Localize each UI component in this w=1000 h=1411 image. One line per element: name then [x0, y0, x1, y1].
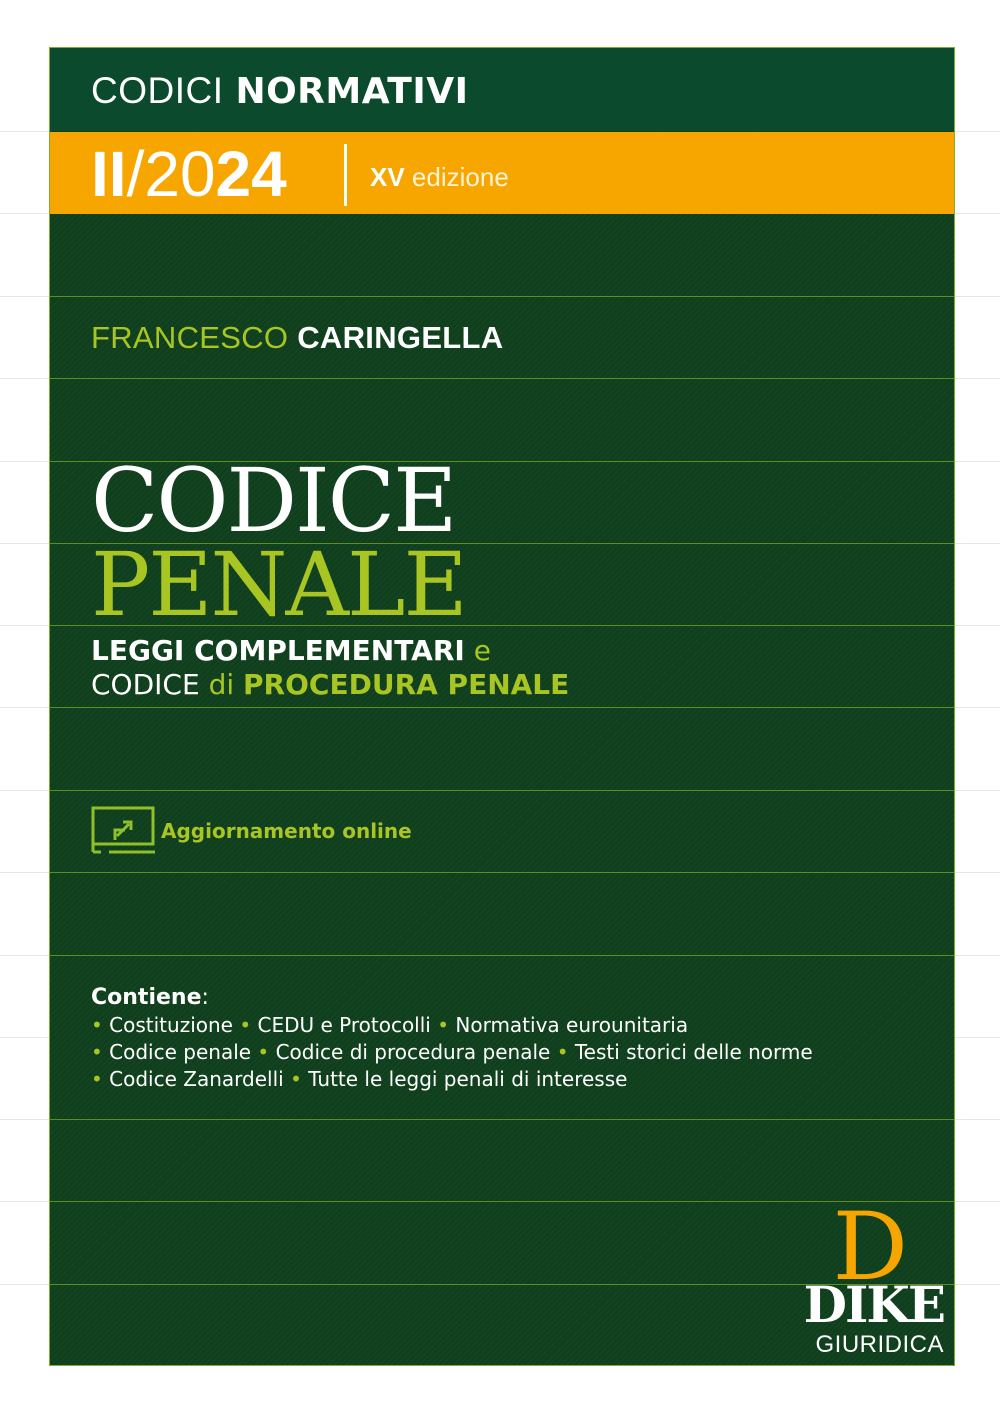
contents-list	[91, 984, 813, 1093]
volume-bar	[50, 132, 954, 214]
publisher-logo	[799, 1193, 944, 1360]
bullet: •	[556, 1040, 569, 1064]
bullet: •	[91, 1040, 103, 1064]
year-light: 20	[144, 138, 216, 210]
volume-number: II	[91, 138, 127, 210]
bullet: •	[290, 1067, 302, 1091]
cover-band-line	[50, 1119, 954, 1120]
contents-item: Codice di procedura penale	[275, 1040, 551, 1064]
contents-item: Testi storici delle norme	[574, 1040, 813, 1064]
contents-item: Normativa eurounitaria	[455, 1013, 689, 1037]
book-cover	[49, 47, 955, 1366]
year-bold: 24	[215, 138, 287, 210]
author-name	[91, 320, 503, 356]
contents-heading-text: Contiene	[91, 985, 202, 1010]
series-header	[50, 48, 954, 131]
subtitle-bold: LEGGI COMPLEMENTARI	[91, 634, 465, 667]
contents-row	[91, 1066, 813, 1093]
bullet: •	[91, 1067, 103, 1091]
title-line-2: PENALE	[91, 533, 466, 636]
subtitle-code: CODICE	[91, 668, 200, 701]
contents-row	[91, 1012, 813, 1039]
series-title	[91, 70, 469, 112]
bullet: •	[239, 1013, 252, 1037]
bullet: •	[437, 1013, 450, 1037]
subtitle-preposition: di	[208, 668, 235, 701]
contents-row	[91, 1039, 813, 1066]
contents-heading	[91, 984, 813, 1012]
subtitle-procedure: PROCEDURA PENALE	[243, 668, 570, 701]
edition-label	[370, 162, 509, 193]
contents-item: Codice Zanardelli	[109, 1067, 284, 1091]
bullet: •	[257, 1040, 270, 1064]
subtitle-connector: e	[473, 634, 491, 667]
cover-band-line	[50, 955, 954, 956]
volume-divider	[344, 144, 347, 206]
subtitle-line-1	[91, 634, 491, 667]
volume-slash: /	[126, 138, 145, 210]
series-title-bold: NORMATIVI	[235, 71, 469, 112]
title-line-1: CODICE	[91, 449, 456, 552]
publisher-name: DIKE	[803, 1275, 944, 1334]
bullet: •	[91, 1013, 103, 1037]
contents-item: Tutte le leggi penali di interesse	[308, 1067, 628, 1091]
cover-band-line	[50, 872, 954, 873]
author-first-name: FRANCESCO	[91, 320, 289, 355]
contents-heading-colon: :	[201, 985, 209, 1010]
author-last-name: CARINGELLA	[297, 320, 504, 355]
cover-band-line	[50, 707, 954, 708]
subtitle-line-2	[91, 668, 569, 701]
edition-text: edizione	[411, 162, 509, 192]
contents-item: CEDU e Protocolli	[257, 1013, 431, 1037]
online-update-icon	[91, 806, 157, 858]
volume-year	[91, 138, 287, 210]
online-update-label: Aggiornamento online	[161, 819, 412, 843]
contents-item: Codice penale	[109, 1040, 252, 1064]
edition-number: XV	[370, 162, 405, 192]
publisher-subname: GIURIDICA	[815, 1331, 944, 1358]
cover-band-line	[50, 790, 954, 791]
cover-band-line	[50, 378, 954, 379]
cover-band-line	[50, 296, 954, 297]
series-title-light: CODICI	[91, 70, 224, 111]
contents-item: Costituzione	[109, 1013, 233, 1037]
publisher-mark: D	[832, 1193, 908, 1302]
